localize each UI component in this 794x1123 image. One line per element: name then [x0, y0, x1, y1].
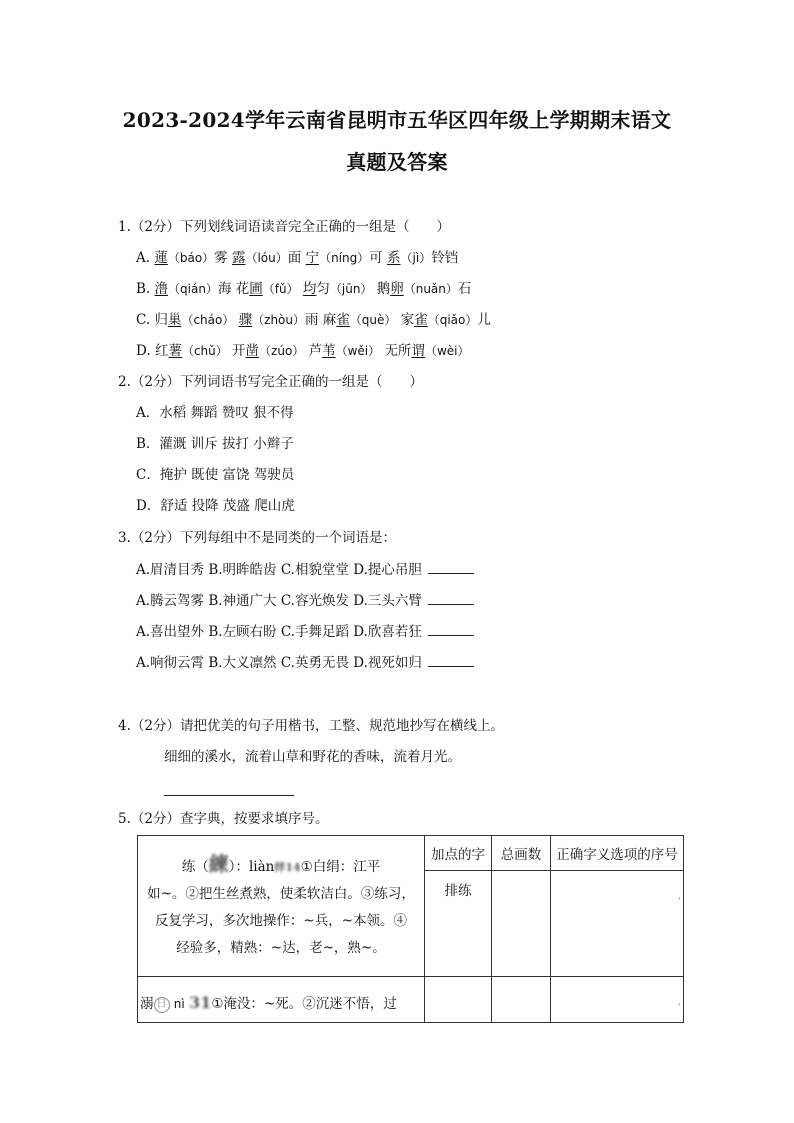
- question-3-row: A.眉清目秀 B.明眸皓齿 C.相貌堂堂 D.提心吊胆: [136, 561, 474, 579]
- strokes-answer-cell[interactable]: [492, 977, 551, 1023]
- dictionary-entry-ni: 溺 日 nì 31①淹没：~死。②沉迷不悟，过: [138, 977, 425, 1023]
- question-3-row: A.腾云驾雾 B.神通广大 C.容光焕发 D.三头六臂: [136, 592, 474, 610]
- answer-blank[interactable]: [428, 654, 474, 667]
- stroke-circle-icon: 日: [154, 997, 170, 1013]
- meaning-answer-cell[interactable]: .: [551, 977, 684, 1023]
- question-1-option-a: A. 蓮（báo）雾 露（lóu）面 宁（níng）可 系（jì）铃铛: [136, 250, 459, 266]
- word-cell: 排练: [425, 871, 492, 977]
- question-2-option-c: C．掩护 既使 富饶 驾驶员: [136, 467, 295, 483]
- header-strokes: 总画数: [492, 836, 551, 871]
- question-1-option-c: C. 归巢（cháo） 骤（zhòu）雨 麻雀（què） 家雀（qiǎo）儿: [136, 312, 491, 328]
- header-char: 加点的字: [425, 836, 492, 871]
- word-cell[interactable]: [425, 977, 492, 1023]
- dictionary-entry-lian: 练（練）：liàn绊14①白绢：江平 如~。②把生丝煮熟，使柔软洁白。③练习， 反复学习，多次地操作：~兵，~本领。④ 经验多，精熟：~达，老~，熟~。: [138, 836, 425, 977]
- meaning-answer-cell[interactable]: .: [551, 871, 684, 977]
- strokes-answer-cell[interactable]: [492, 871, 551, 977]
- question-4-sentence: 细细的溪水，流着山草和野花的香味，流着月光。: [164, 749, 461, 765]
- question-3-stem: 3.（2分）下列每组中不是同类的一个词语是：: [118, 530, 396, 546]
- question-2-stem: 2.（2分）下列词语书写完全正确的一组是（ ）: [118, 374, 423, 390]
- question-2-option-b: B．灌溉 训斥 拔打 小辫子: [136, 436, 294, 452]
- page-title-line2: 真题及答案: [346, 150, 448, 174]
- answer-line[interactable]: [164, 795, 294, 796]
- question-5-stem: 5.（2分）查字典，按要求填序号。: [118, 811, 329, 827]
- answer-blank[interactable]: [428, 623, 474, 636]
- page-title-line1: 2023-2024学年云南省昆明市五华区四年级上学期期末语文: [122, 108, 672, 132]
- question-3-row: A.喜出望外 B.左顾右盼 C.手舞足蹈 D.欣喜若狂: [136, 623, 474, 641]
- question-2-option-d: D．舒适 投降 茂盛 爬山虎: [136, 498, 295, 514]
- answer-blank[interactable]: [428, 592, 474, 605]
- question-1-option-d: D. 红薯（chǔ） 开凿（zúo） 芦苇（wěi） 无所谓（wèi）: [136, 343, 470, 359]
- question-2-option-a: A．水稻 舞蹈 赞叹 狠不得: [136, 405, 294, 421]
- question-4-stem: 4.（2分）请把优美的句子用楷书，工整、规范地抄写在横线上。: [118, 718, 504, 734]
- dictionary-table: [137, 835, 684, 1023]
- answer-blank[interactable]: [428, 561, 474, 574]
- question-1-option-b: B. 澛（qián）海 花圃（fǔ） 均匀（jūn） 鹅卵（nuǎn）石: [136, 281, 472, 297]
- question-3-row: A.响彻云霄 B.大义凛然 C.英勇无畏 D.视死如归: [136, 654, 474, 672]
- header-meaning: 正确字义选项的序号: [551, 836, 684, 871]
- question-1-stem: 1.（2分）下列划线词语读音完全正确的一组是（ ）: [118, 219, 450, 235]
